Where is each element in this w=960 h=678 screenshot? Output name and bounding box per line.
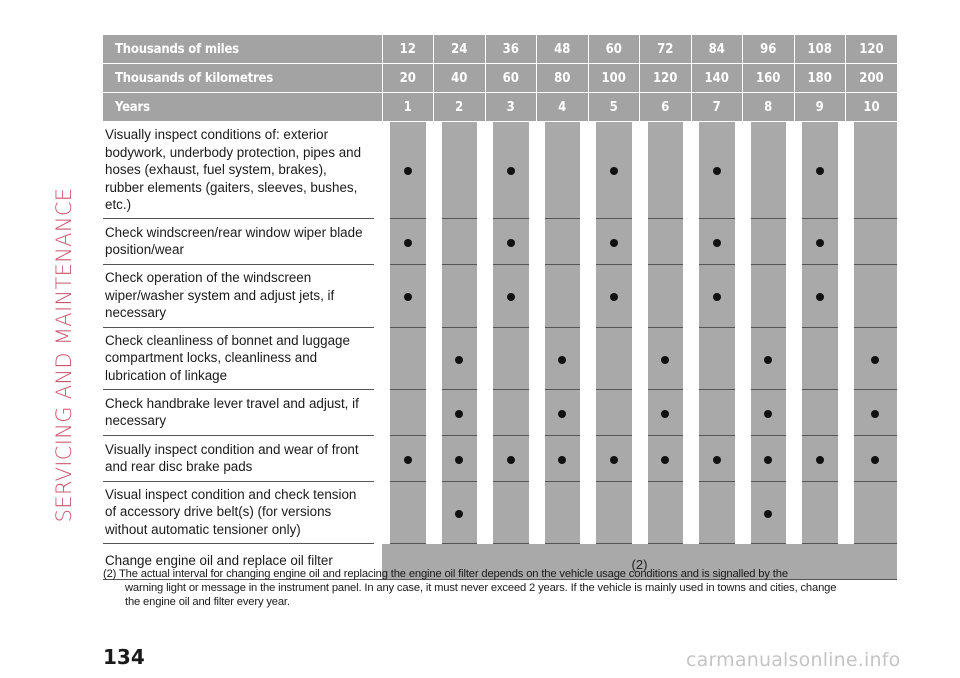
interval-cell <box>537 122 589 219</box>
watermark: carmanualsonline.info <box>686 649 901 671</box>
header-miles-9: 108 <box>794 35 846 64</box>
scheduled-dot-icon <box>455 356 463 364</box>
oil-change-note: (2) <box>382 543 897 579</box>
scheduled-dot-icon <box>610 456 618 464</box>
interval-cell <box>434 122 486 219</box>
header-label-km: Thousands of kilometres <box>103 64 382 93</box>
interval-cell <box>537 435 589 481</box>
scheduled-dot-icon <box>871 410 879 418</box>
scheduled-dot-icon <box>610 167 618 175</box>
header-miles-3: 36 <box>485 35 537 64</box>
interval-cell <box>743 218 795 264</box>
scheduled-dot-icon <box>713 239 721 247</box>
schedule-row <box>103 389 897 435</box>
scheduled-dot-icon <box>713 293 721 301</box>
task-description: Check windscreen/rear window wiper blade position/wear <box>103 218 382 264</box>
scheduled-dot-icon <box>455 410 463 418</box>
interval-cell <box>485 264 537 327</box>
interval-cell <box>794 218 846 264</box>
interval-cell <box>846 435 898 481</box>
scheduled-dot-icon <box>507 293 515 301</box>
scheduled-dot-icon <box>404 293 412 301</box>
interval-cell <box>485 481 537 543</box>
interval-cell <box>743 389 795 435</box>
task-description: Check handbrake lever travel and adjust, if necessary <box>103 389 382 435</box>
header-years-2: 2 <box>434 93 486 122</box>
scheduled-dot-icon <box>816 239 824 247</box>
scheduled-dot-icon <box>455 510 463 518</box>
schedule-row <box>103 435 897 481</box>
interval-cell <box>691 264 743 327</box>
interval-cell <box>640 389 692 435</box>
header-km-6: 120 <box>640 64 692 93</box>
scheduled-dot-icon <box>661 456 669 464</box>
interval-cell <box>794 327 846 389</box>
interval-cell <box>382 218 434 264</box>
header-label-years: Years <box>103 93 382 122</box>
interval-cell <box>382 435 434 481</box>
scheduled-dot-icon <box>871 356 879 364</box>
interval-cell <box>846 264 898 327</box>
scheduled-dot-icon <box>558 410 566 418</box>
interval-cell <box>537 481 589 543</box>
interval-cell <box>485 327 537 389</box>
header-km-3: 60 <box>485 64 537 93</box>
footnote-line-2: warning light or message in the instrument panel. In any case, it must never exceed 2 years. If the vehicle is mainly used in towns and cities, change <box>125 582 837 594</box>
header-miles-7: 84 <box>691 35 743 64</box>
scheduled-dot-icon <box>816 456 824 464</box>
interval-cell <box>434 435 486 481</box>
header-miles-10: 120 <box>846 35 898 64</box>
interval-cell <box>691 389 743 435</box>
section-side-title <box>49 155 93 555</box>
scheduled-dot-icon <box>871 456 879 464</box>
scheduled-dot-icon <box>816 293 824 301</box>
interval-cell <box>846 122 898 219</box>
header-label-miles: Thousands of miles <box>103 35 382 64</box>
interval-cell <box>537 389 589 435</box>
interval-cell <box>382 327 434 389</box>
interval-cell <box>382 481 434 543</box>
interval-cell <box>485 218 537 264</box>
scheduled-dot-icon <box>558 356 566 364</box>
interval-cell <box>691 327 743 389</box>
schedule-row <box>103 264 897 327</box>
scheduled-dot-icon <box>816 167 824 175</box>
header-years-5: 5 <box>588 93 640 122</box>
header-km-9: 180 <box>794 64 846 93</box>
header-years-6: 6 <box>640 93 692 122</box>
header-miles-2: 24 <box>434 35 486 64</box>
scheduled-dot-icon <box>764 456 772 464</box>
schedule-row <box>103 327 897 389</box>
header-km-10: 200 <box>846 64 898 93</box>
interval-cell <box>743 481 795 543</box>
scheduled-dot-icon <box>713 456 721 464</box>
interval-cell <box>434 264 486 327</box>
interval-cell <box>794 435 846 481</box>
header-miles-8: 96 <box>743 35 795 64</box>
scheduled-dot-icon <box>661 410 669 418</box>
scheduled-dot-icon <box>610 293 618 301</box>
interval-cell <box>794 389 846 435</box>
header-years-3: 3 <box>485 93 537 122</box>
interval-cell <box>434 327 486 389</box>
scheduled-dot-icon <box>764 510 772 518</box>
header-row-miles <box>103 35 897 64</box>
interval-cell <box>794 122 846 219</box>
scheduled-dot-icon <box>455 456 463 464</box>
task-description: Check operation of the windscreen wiper/washer system and adjust jets, if necessary <box>103 264 382 327</box>
footnote-line-3: the engine oil and filter every year. <box>125 596 290 608</box>
scheduled-dot-icon <box>404 456 412 464</box>
header-km-4: 80 <box>537 64 589 93</box>
interval-cell <box>846 481 898 543</box>
header-km-7: 140 <box>691 64 743 93</box>
scheduled-dot-icon <box>764 356 772 364</box>
interval-cell <box>640 435 692 481</box>
interval-cell <box>537 218 589 264</box>
header-miles-1: 12 <box>382 35 434 64</box>
schedule-row <box>103 481 897 543</box>
scheduled-dot-icon <box>404 239 412 247</box>
task-description: Check cleanliness of bonnet and luggage compartment locks, cleanliness and lubrication of linkage <box>103 327 382 389</box>
schedule-row <box>103 218 897 264</box>
header-miles-6: 72 <box>640 35 692 64</box>
section-side-title-text: SERVICING AND MAINTENANCE <box>52 187 76 523</box>
scheduled-dot-icon <box>661 356 669 364</box>
interval-cell <box>588 264 640 327</box>
footnote-line-1: (2) The actual interval for changing engine oil and replacing the engine oil filter depends on the vehicle usage conditions and is signalled by the <box>103 568 788 580</box>
interval-cell <box>382 389 434 435</box>
interval-cell <box>640 218 692 264</box>
interval-cell <box>485 435 537 481</box>
header-years-4: 4 <box>537 93 589 122</box>
interval-cell <box>743 327 795 389</box>
interval-cell <box>382 122 434 219</box>
schedule-row <box>103 122 897 219</box>
interval-cell <box>588 481 640 543</box>
header-years-8: 8 <box>743 93 795 122</box>
header-km-1: 20 <box>382 64 434 93</box>
interval-cell <box>434 481 486 543</box>
footnote <box>103 567 898 609</box>
interval-cell <box>691 218 743 264</box>
interval-cell <box>485 122 537 219</box>
interval-cell <box>846 218 898 264</box>
interval-cell <box>794 481 846 543</box>
scheduled-dot-icon <box>713 167 721 175</box>
interval-cell <box>588 327 640 389</box>
header-years-10: 10 <box>846 93 898 122</box>
scheduled-dot-icon <box>507 239 515 247</box>
header-years-7: 7 <box>691 93 743 122</box>
interval-cell <box>691 435 743 481</box>
interval-cell <box>794 264 846 327</box>
interval-cell <box>640 327 692 389</box>
interval-cell <box>846 327 898 389</box>
interval-cell <box>537 327 589 389</box>
interval-cell <box>434 218 486 264</box>
task-description: Visually inspect condition and wear of front and rear disc brake pads <box>103 435 382 481</box>
interval-cell <box>743 264 795 327</box>
interval-cell <box>588 122 640 219</box>
header-miles-5: 60 <box>588 35 640 64</box>
interval-cell <box>588 389 640 435</box>
interval-cell <box>434 389 486 435</box>
page-number: 134 <box>103 645 145 669</box>
task-description: Visually inspect conditions of: exterior bodywork, underbody protection, pipes and hoses (exhaust, fuel system, brakes), rubber elements (gaiters, sleeves, bushes, etc.) <box>103 122 382 219</box>
scheduled-dot-icon <box>610 239 618 247</box>
scheduled-dot-icon <box>558 456 566 464</box>
interval-cell <box>485 389 537 435</box>
interval-cell <box>743 435 795 481</box>
interval-cell <box>846 389 898 435</box>
task-description: Visual inspect condition and check tension of accessory drive belt(s) (for versions without automatic tensioner only) <box>103 481 382 543</box>
header-km-8: 160 <box>743 64 795 93</box>
header-years-9: 9 <box>794 93 846 122</box>
header-km-2: 40 <box>434 64 486 93</box>
header-years-1: 1 <box>382 93 434 122</box>
task-description: Change engine oil and replace oil filter <box>103 543 382 579</box>
maintenance-schedule-table <box>103 35 897 580</box>
interval-cell <box>588 435 640 481</box>
interval-cell <box>640 481 692 543</box>
scheduled-dot-icon <box>507 456 515 464</box>
interval-cell <box>691 122 743 219</box>
interval-cell <box>588 218 640 264</box>
interval-cell <box>382 264 434 327</box>
interval-cell <box>743 122 795 219</box>
header-row-km <box>103 64 897 93</box>
header-km-5: 100 <box>588 64 640 93</box>
interval-cell <box>691 481 743 543</box>
interval-cell <box>537 264 589 327</box>
interval-cell <box>640 122 692 219</box>
header-row-years <box>103 93 897 122</box>
scheduled-dot-icon <box>764 410 772 418</box>
scheduled-dot-icon <box>404 167 412 175</box>
header-miles-4: 48 <box>537 35 589 64</box>
interval-cell <box>640 264 692 327</box>
scheduled-dot-icon <box>507 167 515 175</box>
